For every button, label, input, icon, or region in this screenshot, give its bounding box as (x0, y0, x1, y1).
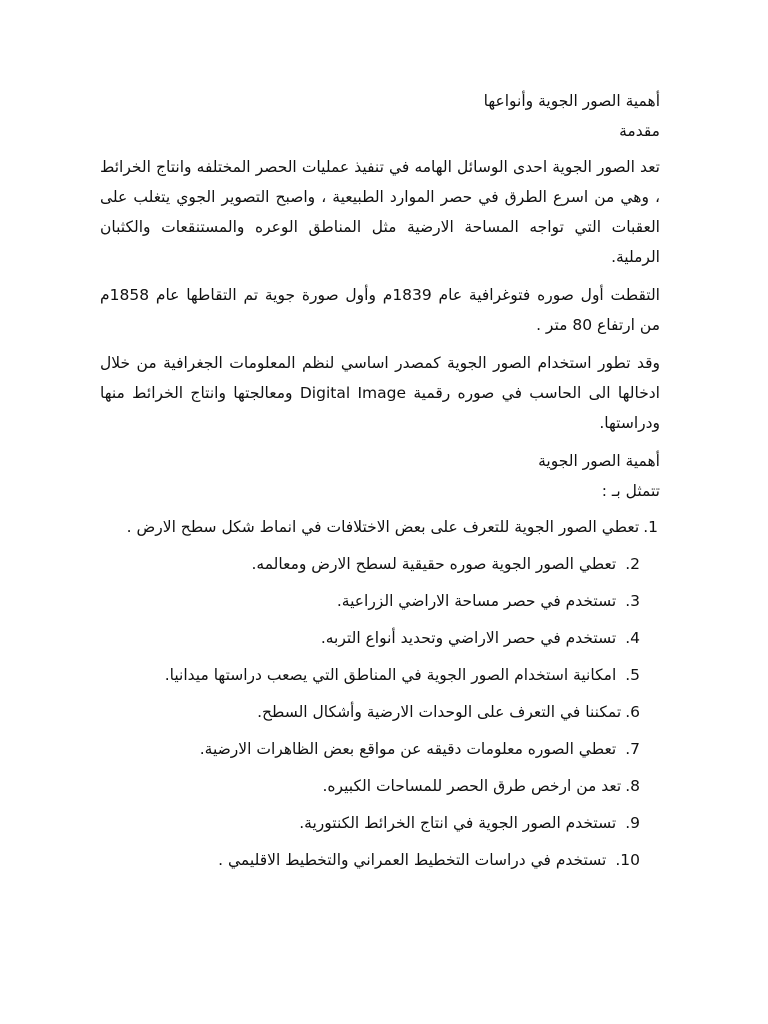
list-item (120, 734, 660, 764)
paragraph-history: التقطت أول صوره فتوغرافية عام 1839م وأول صورة جوية تم التقاطها عام 1858م من ارتفاع 80 متر . (100, 286, 660, 334)
paragraph-intro: تعد الصور الجوية احدى الوسائل الهامه في تنفيذ عمليات الحصر المختلفه وانتاج الخرائط ، وهي من اسرع الطرق في حصر الموارد الطبيعية ، واصبح التصوير الجوي يتغلب على العقبات التي تواجه المساحة الارضية مثل المناطق الوعره والمستنقعات والكثبان الرملية. (100, 158, 660, 266)
list-item-number: 2. (625, 555, 640, 573)
list-item-text: امكانية استخدام الصور الجوية في المناطق التي يصعب دراستها ميدانيا. (164, 666, 617, 684)
list-item-text: تستخدم في حصر الاراضي وتحديد أنواع التربه. (320, 629, 617, 647)
list-item-number: 8. (625, 777, 640, 795)
list-item (120, 808, 660, 838)
document-title: أهمية الصور الجوية وأنواعها (483, 92, 660, 110)
importance-intro: تتمثل بـ : (601, 482, 660, 500)
list-item-text: تستخدم في حصر مساحة الاراضي الزراعية. (336, 592, 617, 610)
list-item-text: تستخدم في دراسات التخطيط العمراني والتخطيط الاقليمي . (218, 851, 607, 869)
list-item-number: 10. (615, 851, 640, 869)
importance-heading: أهمية الصور الجوية (538, 452, 660, 470)
list-item-text: تعطي الصور الجوية صوره حقيقية لسطح الارض ومعالمه. (251, 555, 617, 573)
list-item-number: 3. (625, 592, 640, 610)
list-item-text: تعطي الصور الجوية للتعرف على بعض الاختلافات في انماط شكل سطح الارض . (126, 518, 640, 536)
list-item (120, 549, 660, 579)
list-item (120, 845, 660, 875)
list-item-number: 4. (625, 629, 640, 647)
intro-heading: مقدمة (619, 122, 660, 140)
list-item-number: 6. (625, 703, 640, 721)
list-item (118, 512, 660, 542)
list-item (120, 771, 660, 801)
list-item-text: تمكننا في التعرف على الوحدات الارضية وأشكال السطح. (257, 703, 622, 721)
paragraph-gis: وقد تطور استخدام الصور الجوية كمصدر اساسي لنظم المعلومات الجغرافية من خلال ادخالها الى الحاسب في صوره رقمية Digital Image ومعالجتها وانتاج الخرائط منها ودراستها. (100, 354, 660, 432)
list-item (120, 586, 660, 616)
list-item (120, 697, 660, 727)
list-item-text: تعد من ارخص طرق الحصر للمساحات الكبيره. (322, 777, 622, 795)
list-item-number: 9. (625, 814, 640, 832)
list-item-text: تستخدم الصور الجوية في انتاج الخرائط الكنتورية. (299, 814, 617, 832)
document-body (100, 86, 660, 882)
list-item (120, 623, 660, 653)
list-item-number: 1. (643, 518, 658, 536)
list-item (120, 660, 660, 690)
list-item-text: تعطي الصوره معلومات دقيقه عن مواقع بعض الظاهرات الارضية. (199, 740, 617, 758)
list-item-number: 5. (625, 666, 640, 684)
list-item-number: 7. (625, 740, 640, 758)
